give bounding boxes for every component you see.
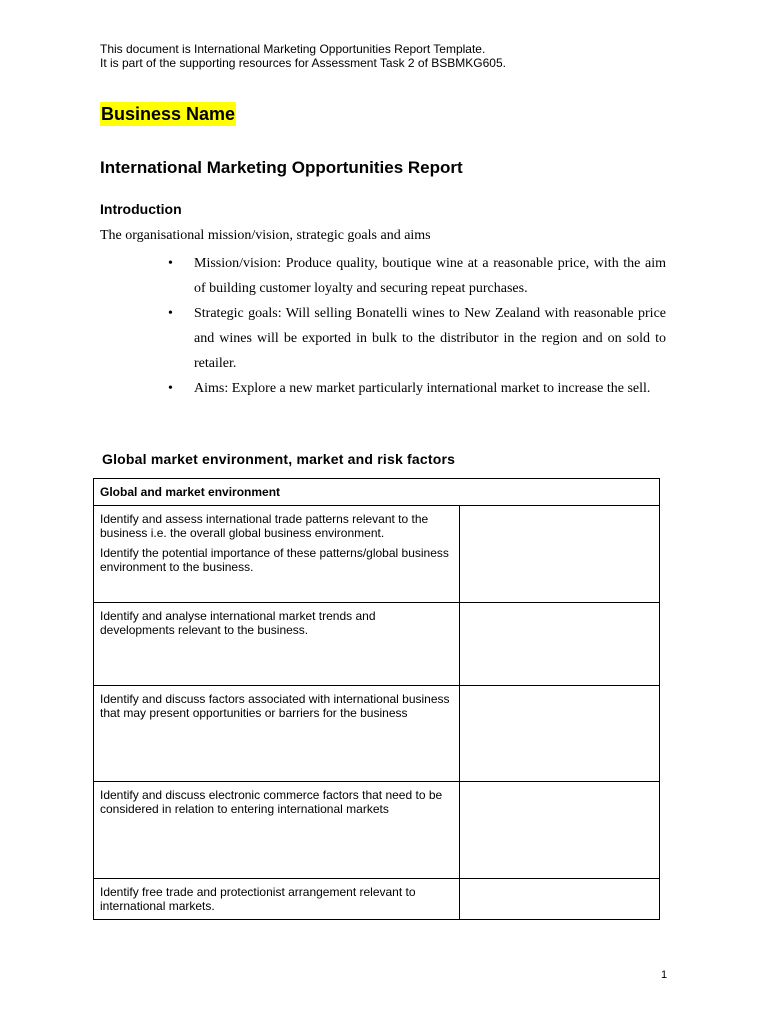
bullet-aims xyxy=(168,376,666,401)
document-header-note xyxy=(100,42,506,70)
answer-cell[interactable] xyxy=(460,879,660,920)
header-line-2: It is part of the supporting resources for Assessment Task 2 of BSBMKG605. xyxy=(100,56,506,70)
global-market-table xyxy=(93,478,660,920)
question-text: Identify and analyse international market trends and developments relevant to the business. xyxy=(100,609,376,637)
bullet-text: Mission/vision: Produce quality, boutique wine at a reasonable price, with the aim of building customer loyalty and securing repeat purchases. xyxy=(194,256,666,296)
header-line-1: This document is International Marketing Opportunities Report Template. xyxy=(100,42,486,56)
question-cell xyxy=(94,506,460,603)
table-row xyxy=(94,879,660,920)
bullet-dot: • xyxy=(168,256,173,271)
bullet-mission-vision xyxy=(168,251,666,301)
global-market-heading: Global market environment, market and risk factors xyxy=(102,451,456,467)
question-text: Identify free trade and protectionist arrangement relevant to international markets. xyxy=(100,885,416,913)
question-cell xyxy=(94,603,460,686)
table-row xyxy=(94,686,660,782)
bullet-dot: • xyxy=(168,306,173,321)
business-name-heading: Business Name xyxy=(101,104,236,124)
table-row xyxy=(94,603,660,686)
introduction-text: The organisational mission/vision, strategic goals and aims xyxy=(100,228,431,243)
table-row xyxy=(94,506,660,603)
bullet-strategic-goals xyxy=(168,301,666,376)
answer-cell[interactable] xyxy=(460,686,660,782)
question-cell xyxy=(94,782,460,879)
bullet-dot: • xyxy=(168,381,173,396)
report-title: International Marketing Opportunities Report xyxy=(100,158,463,177)
question-text: Identify and assess international trade patterns relevant to the business i.e. the overall global business environment. xyxy=(100,512,429,540)
question-text: Identify and discuss electronic commerce factors that need to be considered in relation to entering international markets xyxy=(100,788,443,816)
answer-cell[interactable] xyxy=(460,603,660,686)
answer-cell[interactable] xyxy=(460,506,660,603)
table-row xyxy=(94,782,660,879)
page-number: 1 xyxy=(661,969,668,981)
question-text: Identify and discuss factors associated with international business that may present opportunities or barriers for the business xyxy=(100,692,450,720)
answer-cell[interactable] xyxy=(460,782,660,879)
question-cell xyxy=(94,879,460,920)
question-text: Identify the potential importance of these patterns/global business environment to the business. xyxy=(100,546,449,574)
bullet-text: Strategic goals: Will selling Bonatelli wines to New Zealand with reasonable price and wines will be exported in bulk to the distributor in the region and on sold to retailer. xyxy=(194,306,666,371)
table-header-row xyxy=(94,479,660,506)
bullet-text: Aims: Explore a new market particularly international market to increase the sell. xyxy=(194,381,651,396)
introduction-heading: Introduction xyxy=(100,201,182,217)
introduction-bullet-list xyxy=(168,251,666,401)
question-cell xyxy=(94,686,460,782)
table-header-cell: Global and market environment xyxy=(94,479,660,506)
